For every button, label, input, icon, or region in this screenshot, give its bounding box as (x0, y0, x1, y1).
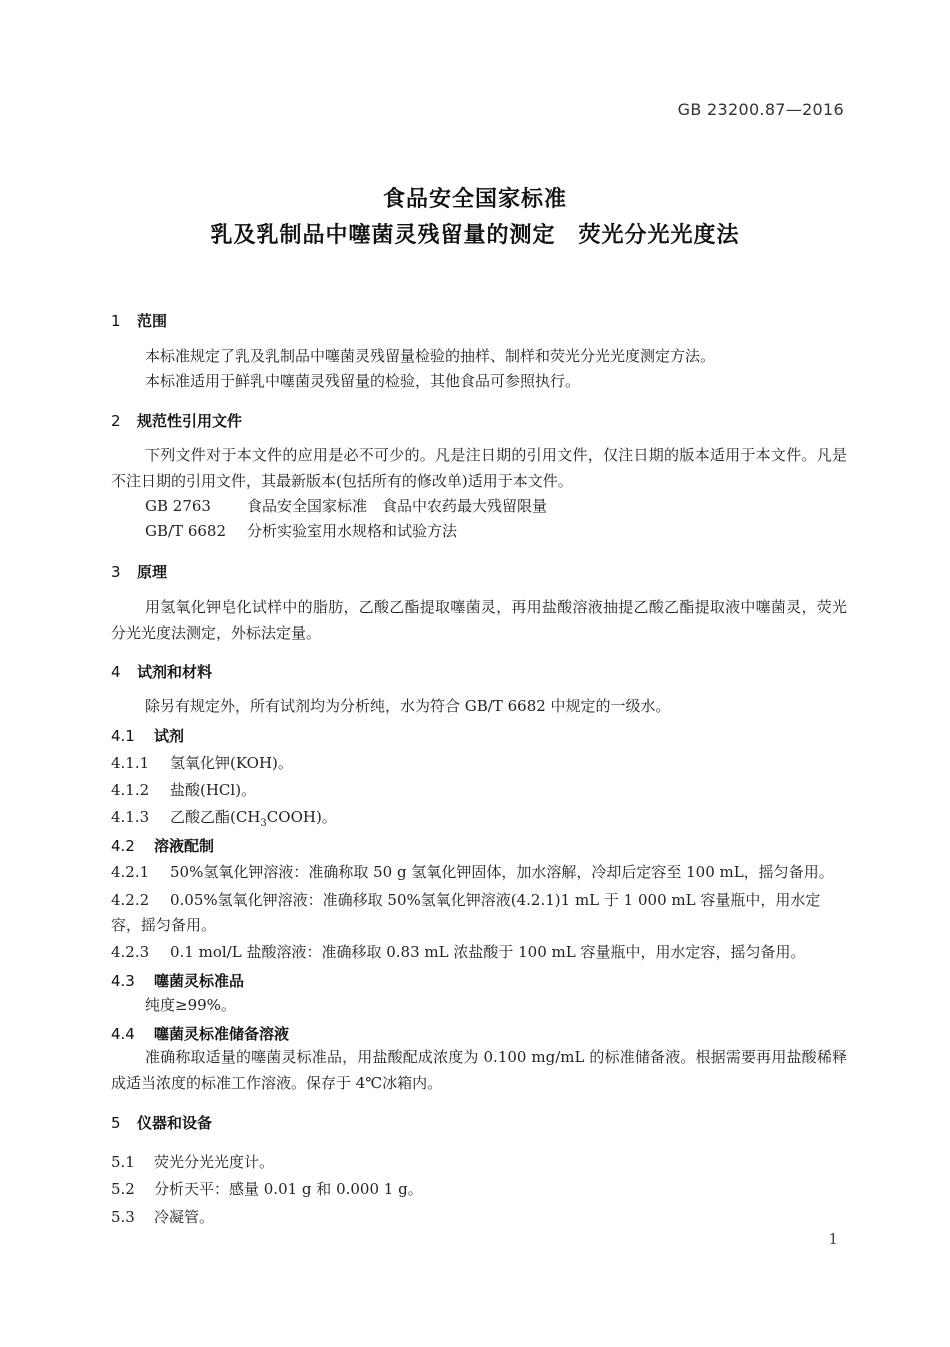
reference-item (145, 518, 457, 544)
section-title: 仪器和设备 (137, 1114, 213, 1132)
section-title: 溶液配制 (154, 837, 215, 855)
section-4-heading (111, 661, 212, 682)
document-title: 食品安全国家标准 (382, 187, 567, 212)
item-text: 冷凝管。 (154, 1208, 215, 1226)
section-number: 4.2 (111, 837, 135, 855)
section-1-heading (111, 310, 167, 331)
reference-item (145, 493, 547, 519)
section-title: 噻菌灵标准储备溶液 (154, 1025, 290, 1043)
item-text: 乙酸乙酯(CH (170, 808, 261, 826)
reference-code: GB/T 6682 (145, 522, 227, 540)
section-number: 4.1 (111, 727, 135, 745)
item-number: 4.1.2 (111, 781, 150, 799)
paragraph: 本标准适用于鲜乳中噻菌灵残留量的检验，其他食品可参照执行。 (145, 372, 581, 390)
section-number: 2 (111, 412, 121, 430)
section-title: 试剂 (154, 727, 185, 745)
item-number: 5.3 (111, 1208, 135, 1226)
document-subtitle: 乳及乳制品中噻菌灵残留量的测定 荧光分光光度法 (210, 223, 740, 248)
paragraph: 准确称取适量的噻菌灵标准品，用盐酸配成浓度为 0.100 mg/mL 的标准储备液。根据需要再用盐酸稀释成适当浓度的标准工作溶液。保存于 4℃冰箱内。 (111, 1048, 847, 1092)
subsection-4-1-heading (111, 725, 184, 746)
list-item (111, 1178, 423, 1199)
item-number: 5.2 (111, 1180, 135, 1198)
section-title: 原理 (137, 563, 168, 581)
list-item (111, 941, 805, 962)
item-text: 50%氢氧化钾溶液：准确称取 50 g 氢氧化钾固体，加水溶解，冷却后定容至 100 mL，摇匀备用。 (170, 863, 834, 881)
section-number: 4.3 (111, 972, 135, 990)
paragraph: 除另有规定外，所有试剂均为分析纯，水为符合 GB/T 6682 中规定的一级水。 (145, 697, 671, 715)
paragraph: 纯度≥99%。 (145, 996, 236, 1014)
page-number: 1 (828, 1230, 838, 1248)
section-3-heading (111, 561, 167, 582)
paragraph: 下列文件对于本文件的应用是必不可少的。凡是注日期的引用文件，仅注日期的版本适用于本文件。凡是不注日期的引用文件，其最新版本(包括所有的修改单)适用于本文件。 (111, 446, 847, 490)
section-5-heading (111, 1112, 212, 1133)
subsection-4-3-heading (111, 970, 244, 991)
subsection-4-2-heading (111, 835, 214, 856)
item-number: 4.2.3 (111, 943, 150, 961)
reference-code: GB 2763 (145, 497, 211, 515)
list-item (111, 752, 293, 773)
item-text: 0.1 mol/L 盐酸溶液：准确移取 0.83 mL 浓盐酸于 100 mL 容量瓶中，用水定容，摇匀备用。 (170, 943, 806, 961)
paragraph: 用氢氧化钾皂化试样中的脂肪，乙酸乙酯提取噻菌灵，再用盐酸溶液抽提乙酸乙酯提取液中噻菌灵，荧光分光光度法测定，外标法定量。 (111, 598, 847, 642)
section-title: 范围 (137, 312, 168, 330)
list-item (111, 1151, 274, 1172)
standard-number: GB 23200.87—2016 (677, 100, 844, 119)
paragraph: 本标准规定了乳及乳制品中噻菌灵残留量检验的抽样、制样和荧光分光光度测定方法。 (145, 347, 716, 365)
item-text: 分析天平：感量 0.01 g 和 0.000 1 g。 (154, 1180, 423, 1198)
item-text: 氢氧化钾(KOH)。 (170, 754, 293, 772)
list-item (111, 889, 820, 910)
subscript: 3 (260, 818, 267, 829)
item-text: 荧光分光光度计。 (154, 1153, 275, 1171)
section-number: 3 (111, 563, 121, 581)
item-text: 0.05%氢氧化钾溶液：准确移取 50%氢氧化钾溶液(4.2.1)1 mL 于 1 000 mL 容量瓶中，用水定 (170, 891, 821, 909)
section-2-heading (111, 410, 242, 431)
item-text: 盐酸(HCl)。 (170, 781, 257, 799)
item-text: COOH)。 (266, 808, 337, 826)
reference-title: 分析实验室用水规格和试验方法 (247, 522, 458, 540)
section-title: 噻菌灵标准品 (154, 972, 245, 990)
list-item (111, 861, 834, 882)
section-number: 5 (111, 1114, 121, 1132)
section-number: 4 (111, 663, 121, 681)
section-number: 4.4 (111, 1025, 135, 1043)
reference-title: 食品安全国家标准 食品中农药最大残留限量 (247, 497, 548, 515)
section-number: 1 (111, 312, 121, 330)
list-item (111, 779, 256, 800)
item-number: 4.1.1 (111, 754, 150, 772)
list-item-continuation: 容，摇匀备用。 (111, 916, 217, 934)
section-title: 试剂和材料 (137, 663, 213, 681)
item-number: 4.2.1 (111, 863, 150, 881)
item-number: 5.1 (111, 1153, 135, 1171)
subsection-4-4-heading (111, 1023, 289, 1044)
list-item (111, 1206, 214, 1227)
list-item (111, 806, 337, 829)
item-number: 4.1.3 (111, 808, 150, 826)
section-title: 规范性引用文件 (137, 412, 243, 430)
item-number: 4.2.2 (111, 891, 150, 909)
